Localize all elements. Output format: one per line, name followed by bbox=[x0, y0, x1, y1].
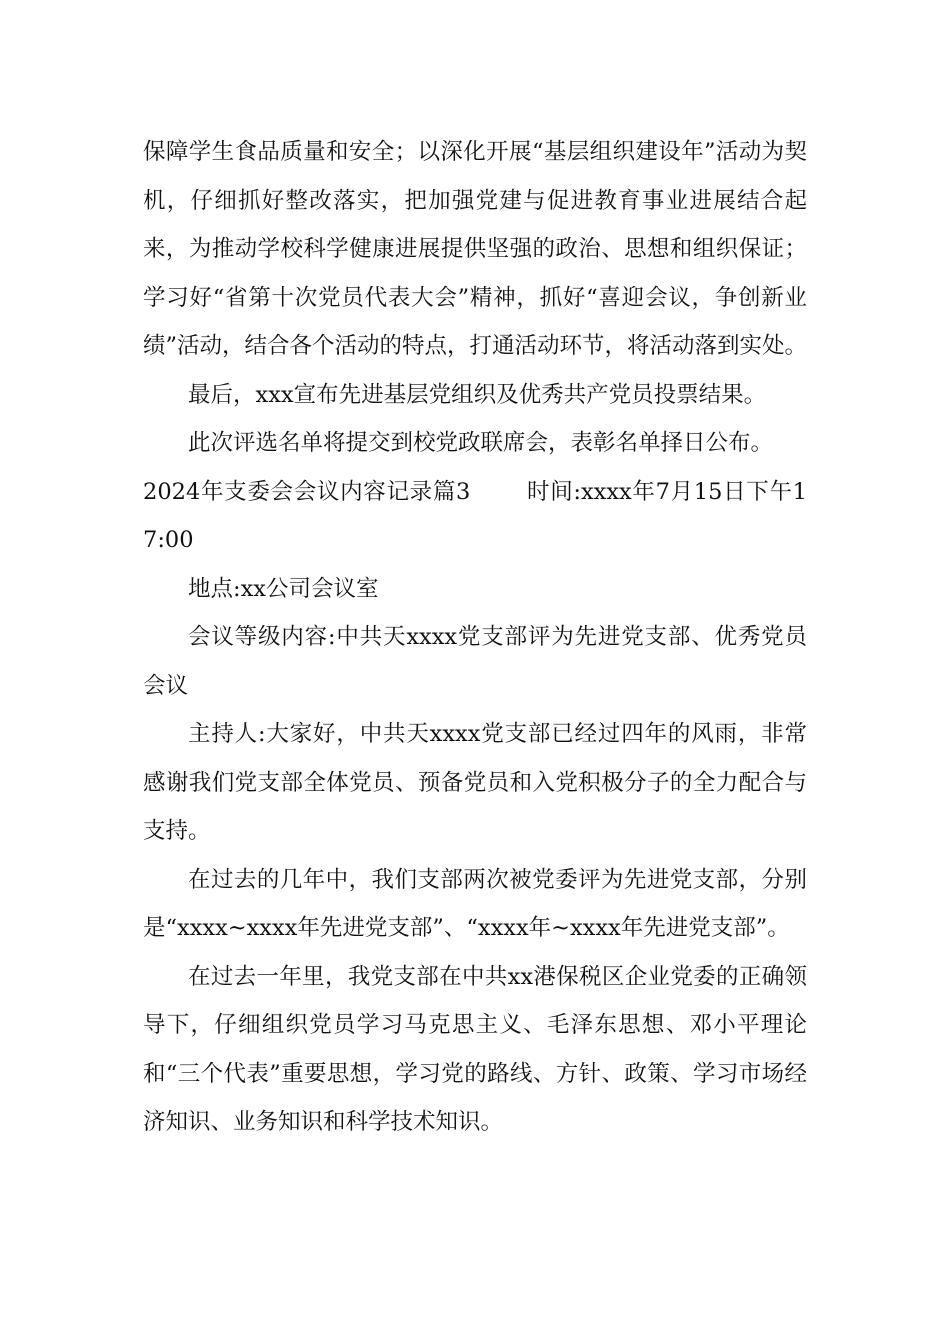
paragraph-past-years: 在过去的几年中，我们支部两次被党委评为先进党支部，分别是“xxxx~xxxx年先进党支部”、“xxxx年~xxxx年先进党支部”。 bbox=[143, 866, 807, 941]
section-heading: 2024年支委会会议内容记录篇3 bbox=[143, 478, 471, 505]
paragraph-meeting-content: 会议等级内容:中共天xxxx党支部评为先进党支部、优秀党员会议 bbox=[143, 624, 807, 699]
meeting-time: 时间:xxxx年7月15日下午17:00 bbox=[143, 478, 807, 553]
paragraph-location: 地点:xx公司会议室 bbox=[188, 575, 379, 602]
document-body bbox=[143, 128, 807, 1147]
paragraph-past-year-study: 在过去一年里，我党支部在中共xx港保税区企业党委的正确领导下，仔细组织党员学习马克思主义、毛泽东思想、邓小平理论和“三个代表”重要思想，学习党的路线、方针、政策、学习市场经济知识、业务知识和科学技术知识。 bbox=[143, 963, 807, 1135]
paragraph-vote-results: 最后，xxx宣布先进基层党组织及优秀共产党员投票结果。 bbox=[188, 381, 767, 408]
paragraph-continuation: 保障学生食品质量和安全；以深化开展“基层组织建设年”活动为契机，仔细抓好整改落实，把加强党建与促进教育事业进展结合起来，为推动学校科学健康进展提供坚强的政治、思想和组织保证；学习好“省第十次党员代表大会”精神，抓好“喜迎会议，争创新业绩”活动，结合各个活动的特点，打通活动环节，将活动落到实处。 bbox=[143, 139, 808, 359]
section-heading-line bbox=[143, 468, 807, 565]
paragraph-selection-list: 此次评选名单将提交到校党政联席会，表彰名单择日公布。 bbox=[188, 430, 774, 456]
paragraph-host-speech: 主持人:大家好，中共天xxxx党支部已经过四年的风雨，非常感谢我们党支部全体党员、预备党员和入党积极分子的全力配合与支持。 bbox=[143, 721, 807, 844]
